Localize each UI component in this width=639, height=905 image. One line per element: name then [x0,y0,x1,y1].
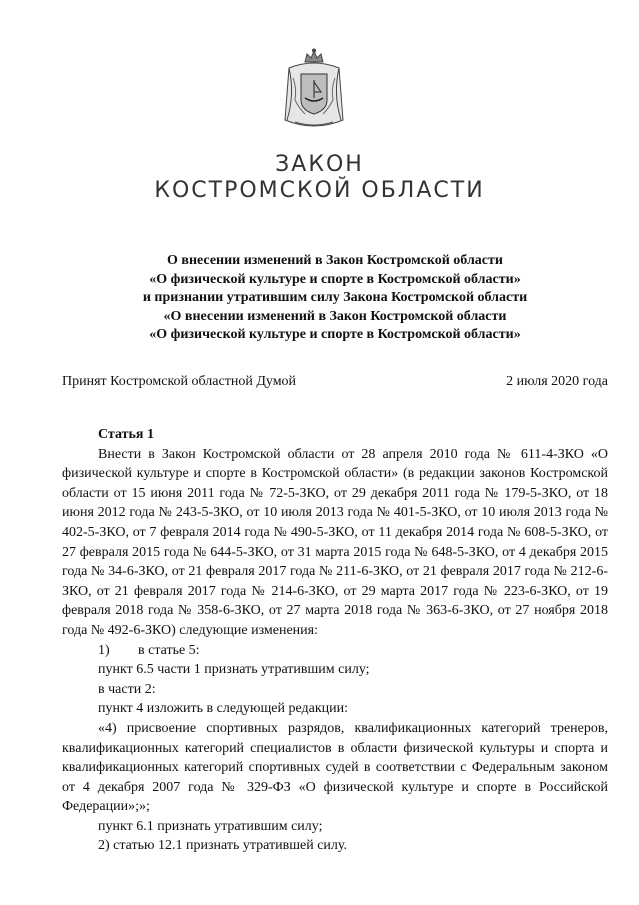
heading-line: О внесении изменений в Закон Костромской области [167,253,503,268]
kostroma-coat-of-arms-icon [281,48,347,132]
article-title: Статья 1 [98,427,154,442]
paragraph: в части 2: [98,681,156,697]
paragraph: пункт 4 изложить в следующей редакции: [98,701,348,717]
heading-line: «О внесении изменений в Закон Костромской области [163,308,507,324]
item-number: 1) [98,642,110,658]
paragraph: пункт 6.5 части 1 признать утратившим силу; [98,662,370,678]
law-heading [60,252,610,345]
article-intro: Внести в Закон Костромской области от 28 апреля 2010 года № 611-4-ЗКО «О физической культуре и спорте в Костромской области» (в редакции законов Костромской области от 15 июня 2011 года № 72-5-ЗКО, от 29 декабря 2011 года № 179-5-ЗКО, от 18 июня 2012 года № 243-5-ЗКО, от 10 июля 2013 года № 401-5-ЗКО, от 10 июля 2013 года № 402-5-ЗКО, от 7 февраля 2014 года № 490-5-ЗКО, от 11 декабря 2014 года № 608-5-ЗКО, от 27 февраля 2015 года № 644-5-ЗКО, от 31 марта 2015 года № 648-5-ЗКО, от 4 декабря 2015 года № 34-6-ЗКО, от 21 февраля 2017 года № 211-6-ЗКО, от 21 февраля 2017 года № 212-6-ЗКО, от 21 февраля 2017 года № 214-6-ЗКО, от 29 марта 2017 года № 223-6-ЗКО, от 19 февраля 2018 года № 358-6-ЗКО, от 27 марта 2018 года № 363-6-ЗКО, от 27 ноября 2018 года № 492-6-ЗКО) следующие изменения: [62,446,608,638]
law-title-line1: ЗАКОН [275,152,364,177]
adopted-by: Принят Костромской областной Думой [62,374,297,389]
adoption-line [62,374,608,390]
heading-line: «О физической культуре и спорте в Костромской области» [149,271,521,287]
law-title-line2: КОСТРОМСКОЙ ОБЛАСТИ [154,178,485,203]
item-text: в статье 5: [138,642,200,658]
adoption-date: 2 июля 2020 года [506,374,608,389]
article-body [62,425,608,856]
heading-line: «О физической культуре и спорте в Костромской области» [149,327,521,342]
list-item-2: 2) статью 12.1 признать утратившей силу. [98,838,347,854]
list-item-1 [62,641,608,661]
heading-line: и признании утратившим силу Закона Костромской области [142,290,528,305]
paragraph: пункт 6.1 признать утратившим силу; [98,818,323,834]
quoted-paragraph: «4) присвоение спортивных разрядов, квалификационных категорий тренеров, квалификационных категорий специалистов в области физической культуры и спорта и квалификационных категорий спортивных судей в соответствии с Федеральным законом от 4 декабря 2007 года № 329-ФЗ «О физической культуре и спорте в Российской Федерации»;»; [62,720,608,815]
